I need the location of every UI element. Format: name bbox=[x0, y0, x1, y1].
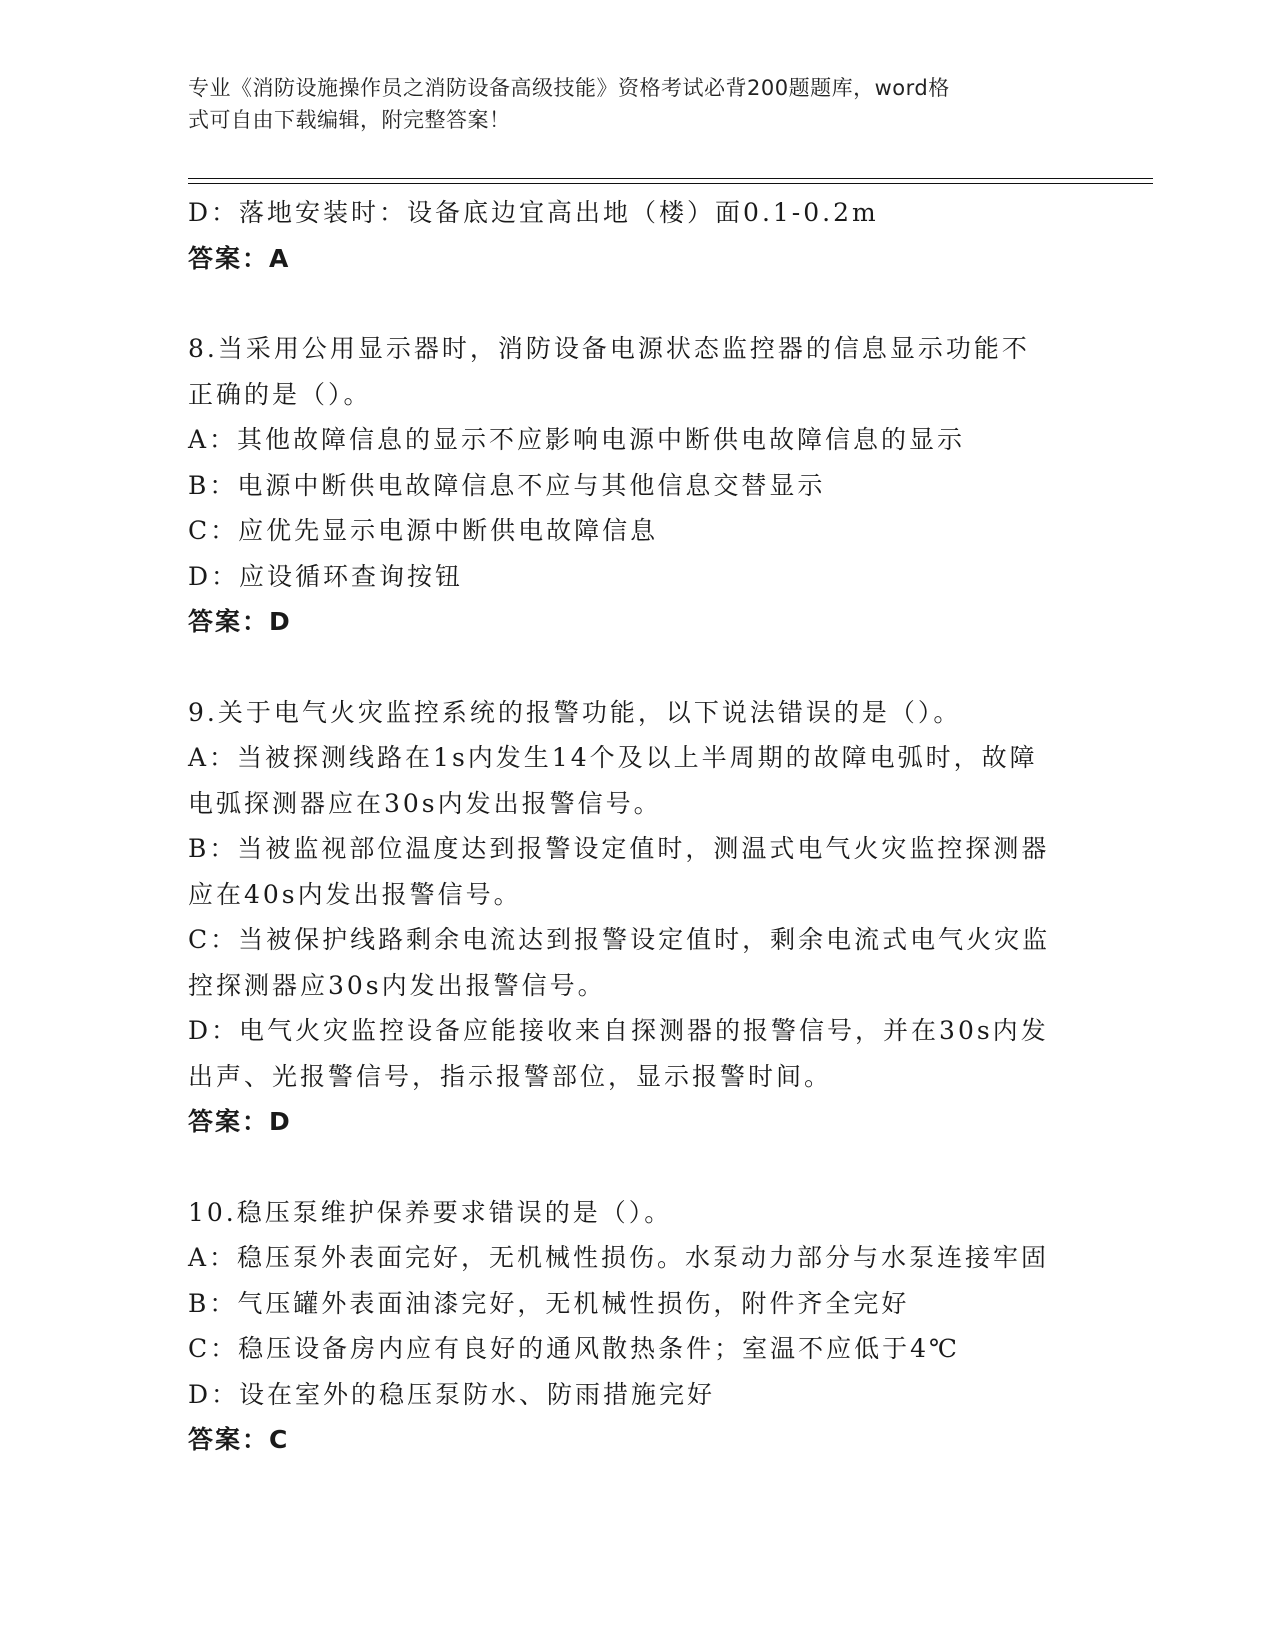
option-c: C：应优先显示电源中断供电故障信息 bbox=[188, 516, 659, 545]
answer: 答案：C bbox=[188, 1425, 290, 1454]
header-line-1: 专业《消防设施操作员之消防设备高级技能》资格考试必背200题题库，word格 bbox=[188, 76, 950, 100]
question-stem-line: 9.关于电气火灾监控系统的报警功能，以下说法错误的是（）。 bbox=[188, 697, 962, 727]
question-10 bbox=[188, 1190, 1078, 1463]
question-stem-line: 10.稳压泵维护保养要求错误的是（）。 bbox=[188, 1197, 673, 1227]
question-8 bbox=[188, 326, 1078, 645]
header-line-2: 式可自由下载编辑，附完整答案！ bbox=[188, 108, 511, 132]
option-d: D：设在室外的稳压泵防水、防雨措施完好 bbox=[188, 1379, 716, 1409]
question-stem-line: 正确的是（）。 bbox=[188, 379, 372, 409]
spacer bbox=[188, 281, 1078, 326]
option-a: A：稳压泵外表面完好，无机械性损伤。水泵动力部分与水泵连接牢固 bbox=[188, 1243, 1050, 1272]
option-b-continued: 应在40s内发出报警信号。 bbox=[188, 879, 522, 909]
option-c: C：稳压设备房内应有良好的通风散热条件；室温不应低于4℃ bbox=[188, 1334, 961, 1363]
option-a-continued: 电弧探测器应在30s内发出报警信号。 bbox=[188, 788, 662, 818]
question-9 bbox=[188, 690, 1078, 1145]
option-c: C：当被保护线路剩余电流达到报警设定值时，剩余电流式电气火灾监 bbox=[188, 925, 1051, 954]
option-b: B：气压罐外表面油漆完好，无机械性损伤，附件齐全完好 bbox=[188, 1288, 910, 1318]
previous-option-d: D：落地安装时：设备底边宜高出地（楼）面0.1-0.2m bbox=[188, 198, 879, 227]
option-a: A：当被探测线路在1s内发生14个及以上半周期的故障电弧时，故障 bbox=[188, 743, 1038, 772]
option-d-continued: 出声、光报警信号，指示报警部位，显示报警时间。 bbox=[188, 1061, 833, 1091]
previous-answer: 答案：A bbox=[188, 243, 291, 273]
answer: 答案：D bbox=[188, 607, 292, 636]
question-content bbox=[188, 190, 1078, 1463]
option-c-continued: 控探测器应30s内发出报警信号。 bbox=[188, 970, 606, 1000]
answer: 答案：D bbox=[188, 1107, 292, 1136]
option-b: B：当被监视部位温度达到报警设定值时，测温式电气火灾监控探测器 bbox=[188, 834, 1050, 863]
question-stem-line: 8.当采用公用显示器时，消防设备电源状态监控器的信息显示功能不 bbox=[188, 334, 1030, 363]
header-divider-top bbox=[188, 178, 1153, 179]
option-d: D：电气火灾监控设备应能接收来自探测器的报警信号，并在30s内发 bbox=[188, 1016, 1049, 1045]
option-d: D：应设循环查询按钮 bbox=[188, 561, 464, 591]
document-header bbox=[188, 72, 1068, 136]
header-divider-bottom bbox=[188, 183, 1153, 184]
option-b: B：电源中断供电故障信息不应与其他信息交替显示 bbox=[188, 470, 826, 500]
spacer bbox=[188, 645, 1078, 690]
option-a: A：其他故障信息的显示不应影响电源中断供电故障信息的显示 bbox=[188, 425, 966, 454]
spacer bbox=[188, 1145, 1078, 1190]
